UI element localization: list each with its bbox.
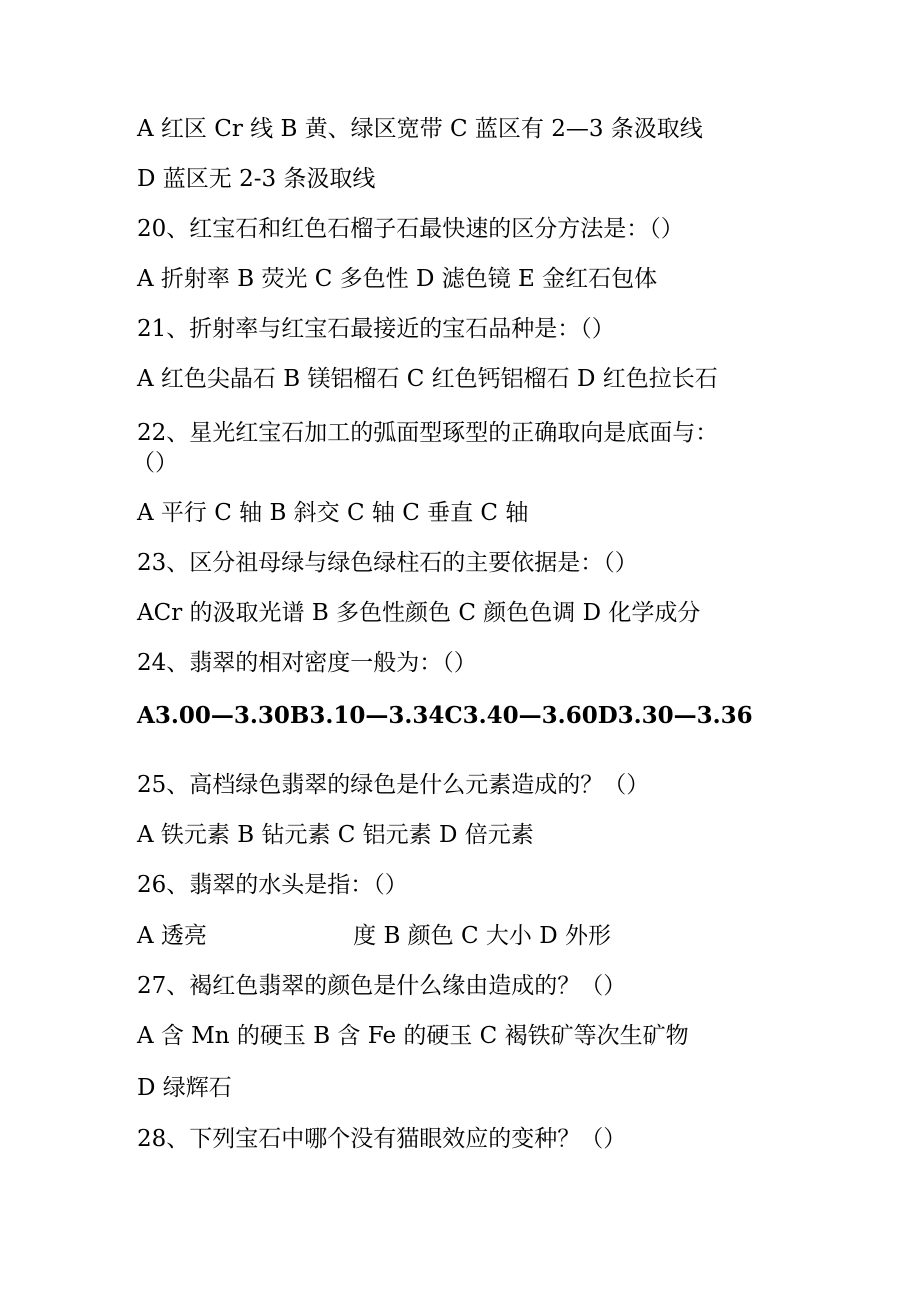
question-26: 26、翡翠的水头是指：（） [137,872,408,898]
options-20: A 折射率 B 荧光 C 多色性 D 滤色镜 E 金红石包体 [137,266,658,292]
options-27-d: D 绿辉石 [137,1075,232,1101]
question-23: 23、区分祖母绿与绿色绿柱石的主要依据是：（） [137,550,638,576]
question-25: 25、高档绿色翡翠的绿色是什么元素造成的？（） [137,772,650,798]
question-20: 20、红宝石和红色石榴子石最快速的区分方法是：（） [137,216,684,242]
question-22: 22、星光红宝石加工的弧面型琢型的正确取向是底面与： [137,420,719,446]
question-21: 21、折射率与红宝石最接近的宝石品种是：（） [137,316,615,342]
options-27: A 含 Mn 的硬玉 B 含 Fe 的硬玉 C 褐铁矿等次生矿物 [137,1023,689,1049]
option-line-19-d: D 蓝区无 2-3 条汲取线 [137,166,376,192]
options-21: A 红色尖晶石 B 镁铝榴石 C 红色钙铝榴石 D 红色拉长石 [137,366,718,392]
question-27: 27、褐红色翡翠的颜色是什么缘由造成的？（） [137,973,627,999]
question-24: 24、翡翠的相对密度一般为：（） [137,650,477,676]
options-24: A3.00—3.30B3.10—3.34C3.40—3.60D3.30—3.36 [137,702,753,729]
options-26: A 透亮 度 B 颜色 C 大小 D 外形 [137,923,611,949]
question-28: 28、下列宝石中哪个没有猫眼效应的变种？（） [137,1126,627,1152]
question-22-blank: （） [132,450,178,476]
option-line-19: A 红区 Cr 线 B 黄、绿区宽带 C 蓝区有 2—3 条汲取线 [137,116,703,142]
options-23: ACr 的汲取光谱 B 多色性颜色 C 颜色色调 D 化学成分 [137,600,701,626]
options-22: A 平行 C 轴 B 斜交 C 轴 C 垂直 C 轴 [137,500,529,526]
options-25: A 铁元素 B 钻元素 C 铝元素 D 倍元素 [137,822,534,848]
